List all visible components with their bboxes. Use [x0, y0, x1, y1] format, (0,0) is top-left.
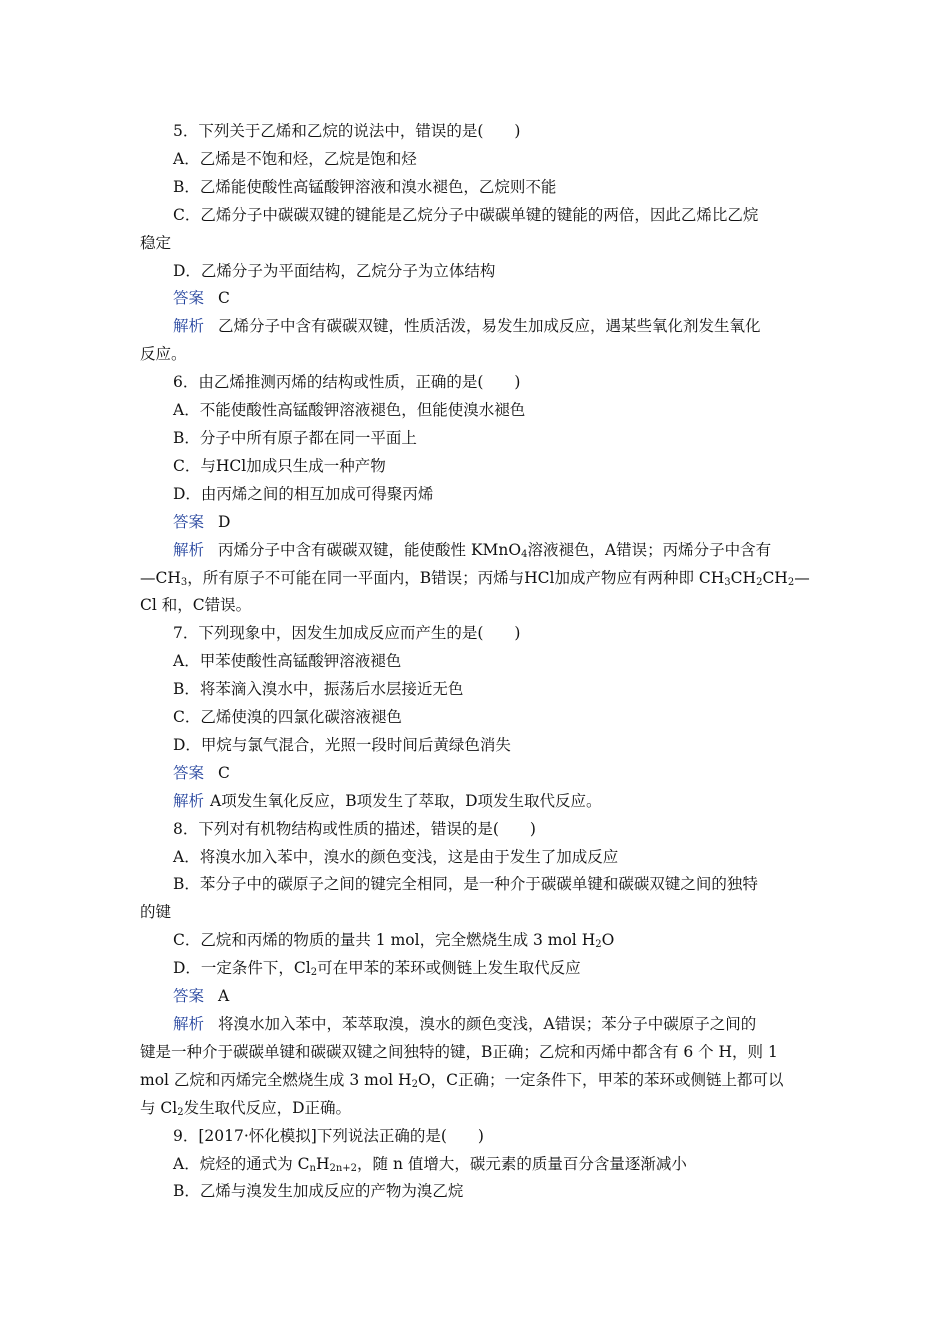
q9-stem: 9．[2017·怀化模拟]下列说法正确的是( )	[173, 1126, 484, 1145]
analysis-label: 解析	[173, 1015, 205, 1033]
q7-option-b: B．将苯滴入溴水中，振荡后水层接近无色	[173, 680, 464, 699]
q8-option-b: B．苯分子中的碳原子之间的键完全相同，是一种介于碳碳单键和碳碳双键之间的独特	[173, 875, 758, 894]
analysis-text: A项发生氧化反应，B项发生了萃取，D项发生取代反应。	[210, 791, 602, 810]
q6-analysis	[140, 537, 812, 565]
q6-option-b: B．分子中所有原子都在同一平面上	[173, 428, 417, 447]
q5-analysis	[140, 313, 812, 341]
answer-value: A	[218, 987, 230, 1006]
q7-stem: 7．下列现象中，因发生加成反应而产生的是( )	[173, 624, 521, 643]
answer-value: D	[218, 512, 231, 531]
q8-analysis-cont: 键是一种介于碳碳单键和碳碳双键之间独特的键，B正确；乙烷和丙烯中都含有 6 个 H，则 1	[140, 1042, 778, 1061]
q8-analysis-cont3: 与 $Cl_2$发生取代反应，D正确。	[140, 1098, 352, 1118]
q5-option-d: D．乙烯分子为平面结构，乙烷分子为立体结构	[173, 261, 496, 280]
q8-analysis-cont2: mol 乙烷和丙烯完全燃烧生成 3 mol $H_2O$，C正确；一定条件下，甲苯的苯环或侧链上都可以	[140, 1070, 784, 1090]
q8-stem: 8．下列对有机物结构或性质的描述，错误的是( )	[173, 819, 536, 838]
q5-stem: 5．下列关于乙烯和乙烷的说法中，错误的是( )	[173, 122, 521, 140]
analysis-text: 乙烯分子中含有碳碳双键，性质活泼，易发生加成反应，遇某些氧化剂发生氧化	[218, 317, 761, 336]
answer-value: C	[218, 289, 230, 308]
answer-label: 答案	[173, 763, 205, 782]
q8-answer	[140, 983, 812, 1011]
q8-option-d: D．一定条件下，$Cl_2$可在甲苯的苯环或侧链上发生取代反应	[173, 959, 581, 979]
analysis-label: 解析	[173, 791, 205, 810]
analysis-text: 将溴水加入苯中，苯萃取溴，溴水的颜色变浅，A错误；苯分子中碳原子之间的	[218, 1015, 757, 1033]
q5-option-a: A．乙烯是不饱和烃，乙烷是饱和烃	[173, 149, 417, 168]
q7-answer	[140, 760, 812, 788]
q8-option-a: A．将溴水加入苯中，溴水的颜色变浅，这是由于发生了加成反应	[173, 847, 619, 866]
q8-option-b-cont: 的键	[140, 903, 172, 922]
answer-label: 答案	[173, 289, 205, 308]
answer-label: 答案	[173, 512, 205, 531]
q6-analysis-cont: $—CH_3$，所有原子不可能在同一平面内，B错误；丙烯与HCl加成产物应有两种即 $CH_3CH_2CH_2—$	[140, 568, 810, 588]
document-page	[140, 118, 812, 1206]
q5-option-b: B．乙烯能使酸性高锰酸钾溶液和溴水褪色，乙烷则不能	[173, 177, 557, 196]
analysis-label: 解析	[173, 540, 205, 559]
q6-option-d: D．由丙烯之间的相互加成可得聚丙烯	[173, 484, 434, 503]
q9-option-b: B．乙烯与溴发生加成反应的产物为溴乙烷	[173, 1182, 464, 1201]
q5-answer	[140, 285, 812, 313]
q7-option-a: A．甲苯使酸性高锰酸钾溶液褪色	[173, 652, 402, 671]
q7-analysis	[140, 788, 812, 816]
q8-option-c: C．乙烷和丙烯的物质的量共 1 mol，完全燃烧生成 3 mol $H_2O$	[173, 931, 615, 951]
q5-option-c: C．乙烯分子中碳碳双键的键能是乙烷分子中碳碳单键的键能的两倍，因此乙烯比乙烷	[173, 205, 759, 224]
answer-value: C	[218, 763, 230, 782]
q6-option-a: A．不能使酸性高锰酸钾溶液褪色，但能使溴水褪色	[173, 401, 526, 420]
q8-analysis	[140, 1011, 812, 1039]
q5-option-c-cont: 稳定	[140, 233, 172, 252]
analysis-label: 解析	[173, 317, 205, 336]
q6-answer	[140, 509, 812, 537]
q6-stem: 6．由乙烯推测丙烯的结构或性质，正确的是( )	[173, 373, 521, 392]
q9-option-a: A．烷烃的通式为 $C_nH_{2n+2}$，随 n 值增大，碳元素的质量百分含量逐渐减小	[173, 1154, 687, 1174]
q7-option-c: C．乙烯使溴的四氯化碳溶液褪色	[173, 708, 402, 727]
q5-analysis-cont: 反应。	[140, 345, 187, 364]
answer-label: 答案	[173, 987, 205, 1006]
analysis-text: 丙烯分子中含有碳碳双键，能使酸性 KMnO$_4$溶液褪色，A错误；丙烯分子中含有	[218, 540, 772, 560]
q6-analysis-cont2: Cl 和，C错误。	[140, 596, 252, 615]
q7-option-d: D．甲烷与氯气混合，光照一段时间后黄绿色消失	[173, 735, 511, 754]
q6-option-c: C．与HCl加成只生成一种产物	[173, 456, 386, 475]
